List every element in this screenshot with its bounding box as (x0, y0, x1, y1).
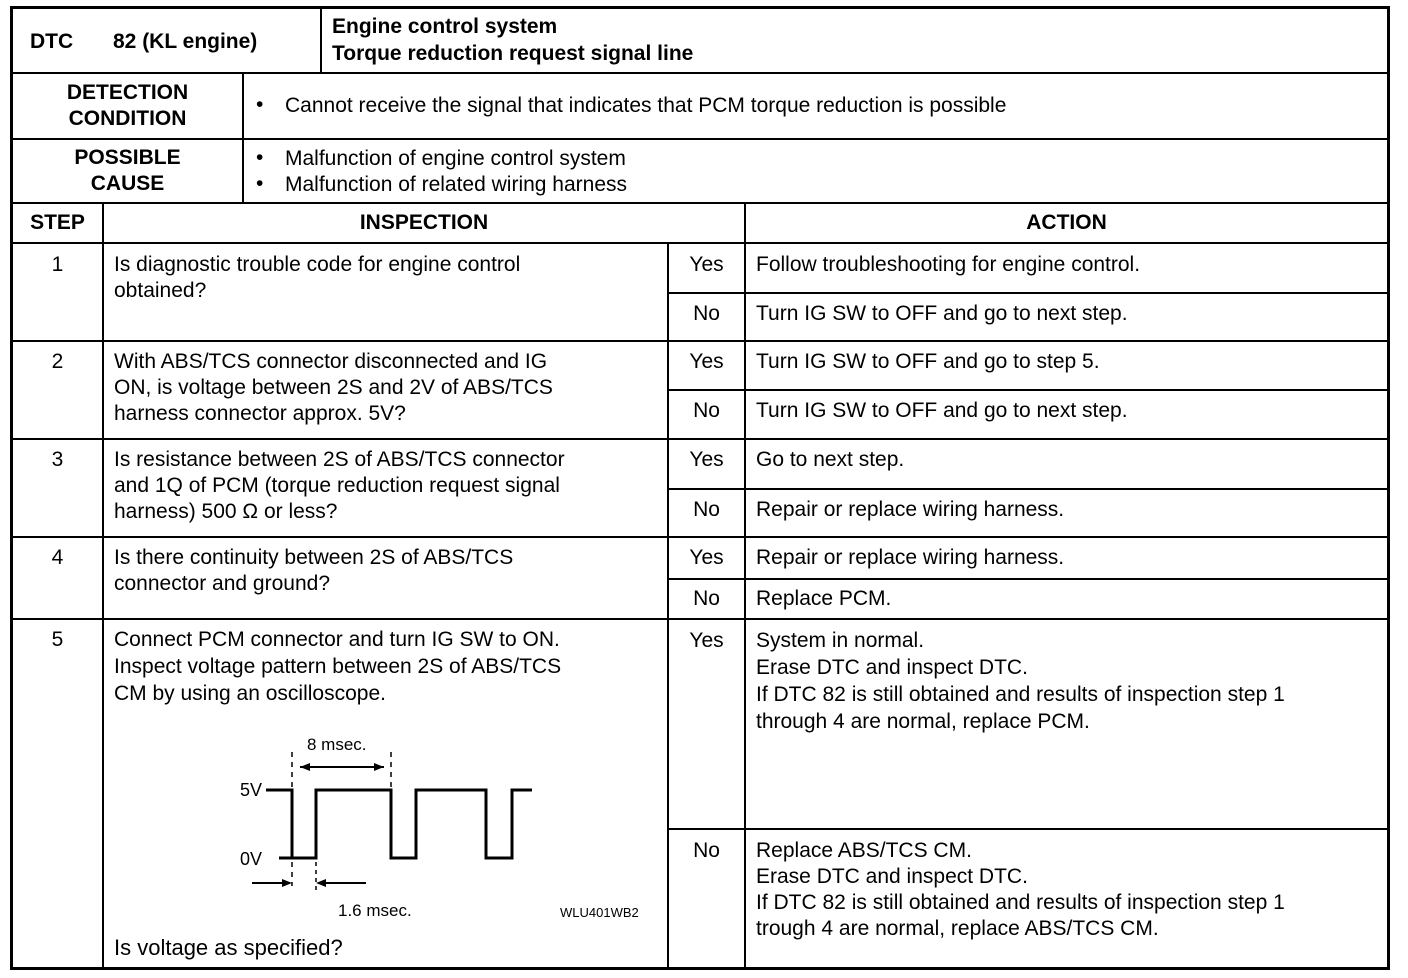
step-inspection-line: ON, is voltage between 2S and 2V of ABS/TCS (114, 376, 553, 399)
yes-action: Repair or replace wiring harness. (756, 546, 1065, 569)
no-action-line: If DTC 82 is still obtained and results of inspection step 1 (756, 891, 1285, 914)
yes-label: Yes (689, 253, 724, 276)
step-number: 3 (51, 448, 64, 471)
step-inspection-line: Connect PCM connector and turn IG SW to ON. (114, 628, 560, 651)
bullet-icon: • (256, 93, 264, 116)
no-action-line: trough 4 are normal, replace ABS/TCS CM. (756, 917, 1159, 940)
step-inspection-line: CM by using an oscilloscope. (114, 682, 386, 705)
no-label: No (693, 587, 720, 610)
step-number: 2 (51, 350, 64, 373)
possible-cause-item: Malfunction of related wiring harness (285, 173, 628, 196)
yes-action: Follow troubleshooting for engine control. (756, 253, 1141, 276)
no-label: No (693, 302, 720, 325)
step-number: 5 (51, 628, 64, 651)
system-title-line1: Engine control system (332, 15, 558, 38)
step-inspection-line: Is diagnostic trouble code for engine control (114, 253, 521, 276)
waveform-low-level-label: 0V (240, 849, 263, 869)
cause-label-line1: POSSIBLE (74, 146, 181, 169)
step-question: Is voltage as specified? (114, 935, 343, 960)
step-number: 1 (51, 253, 64, 276)
yes-label: Yes (689, 629, 724, 652)
step-inspection-line: connector and ground? (114, 572, 330, 595)
yes-action-line: System in normal. (756, 629, 925, 652)
step-inspection-line: and 1Q of PCM (torque reduction request signal (114, 474, 560, 497)
yes-action: Go to next step. (756, 448, 905, 471)
step-inspection-line: obtained? (114, 279, 207, 302)
no-action-line: Erase DTC and inspect DTC. (756, 865, 1028, 888)
step-inspection-line: Inspect voltage pattern between 2S of ABS/TCS (114, 655, 562, 678)
no-action-line: Replace ABS/TCS CM. (756, 839, 972, 862)
waveform-high-level-label: 5V (240, 780, 263, 800)
yes-action-line: Erase DTC and inspect DTC. (756, 656, 1028, 679)
step-inspection-line: harness) 500 Ω or less? (114, 500, 338, 523)
waveform-signal (272, 790, 532, 858)
no-action: Turn IG SW to OFF and go to next step. (756, 302, 1128, 325)
detection-label-line2: CONDITION (68, 107, 187, 130)
step-inspection-line: Is there continuity between 2S of ABS/TCS (114, 546, 514, 569)
bullet-icon: • (256, 146, 264, 169)
no-label: No (693, 399, 720, 422)
yes-action: Turn IG SW to OFF and go to step 5. (756, 350, 1100, 373)
cause-label-line2: CAUSE (90, 172, 165, 195)
step-number: 4 (51, 546, 64, 569)
yes-label: Yes (689, 448, 724, 471)
column-header-step: STEP (30, 211, 85, 234)
arrowhead (300, 763, 310, 771)
no-action: Turn IG SW to OFF and go to next step. (756, 399, 1128, 422)
arrowhead (282, 879, 292, 887)
detection-condition-text: Cannot receive the signal that indicates that PCM torque reduction is possible (285, 94, 1007, 117)
bullet-icon: • (256, 172, 264, 195)
arrowhead (316, 879, 326, 887)
dtc-label: DTC (30, 30, 74, 53)
waveform-low-duration-label: 1.6 msec. (338, 901, 412, 920)
step-inspection-line: harness connector approx. 5V? (114, 402, 406, 425)
column-header-inspection: INSPECTION (359, 211, 489, 234)
dtc-code: 82 (KL engine) (113, 30, 258, 53)
yes-action-line: through 4 are normal, replace PCM. (756, 710, 1090, 733)
no-label: No (693, 498, 720, 521)
waveform-period-label: 8 msec. (307, 735, 367, 754)
possible-cause-item: Malfunction of engine control system (285, 147, 626, 170)
yes-label: Yes (689, 350, 724, 373)
column-header-action: ACTION (1026, 211, 1107, 234)
no-action: Repair or replace wiring harness. (756, 498, 1065, 521)
oscilloscope-waveform-figure (104, 726, 664, 926)
yes-label: Yes (689, 546, 724, 569)
figure-code: WLU401WB2 (560, 905, 639, 920)
arrowhead (374, 763, 384, 771)
detection-label-line1: DETECTION (66, 81, 189, 104)
step-inspection-line: With ABS/TCS connector disconnected and IG (114, 350, 548, 373)
yes-action-line: If DTC 82 is still obtained and results of inspection step 1 (756, 683, 1285, 706)
system-title-line2: Torque reduction request signal line (332, 42, 694, 65)
no-label: No (693, 839, 720, 862)
no-action: Replace PCM. (756, 587, 892, 610)
step-inspection-line: Is resistance between 2S of ABS/TCS connector (114, 448, 565, 471)
